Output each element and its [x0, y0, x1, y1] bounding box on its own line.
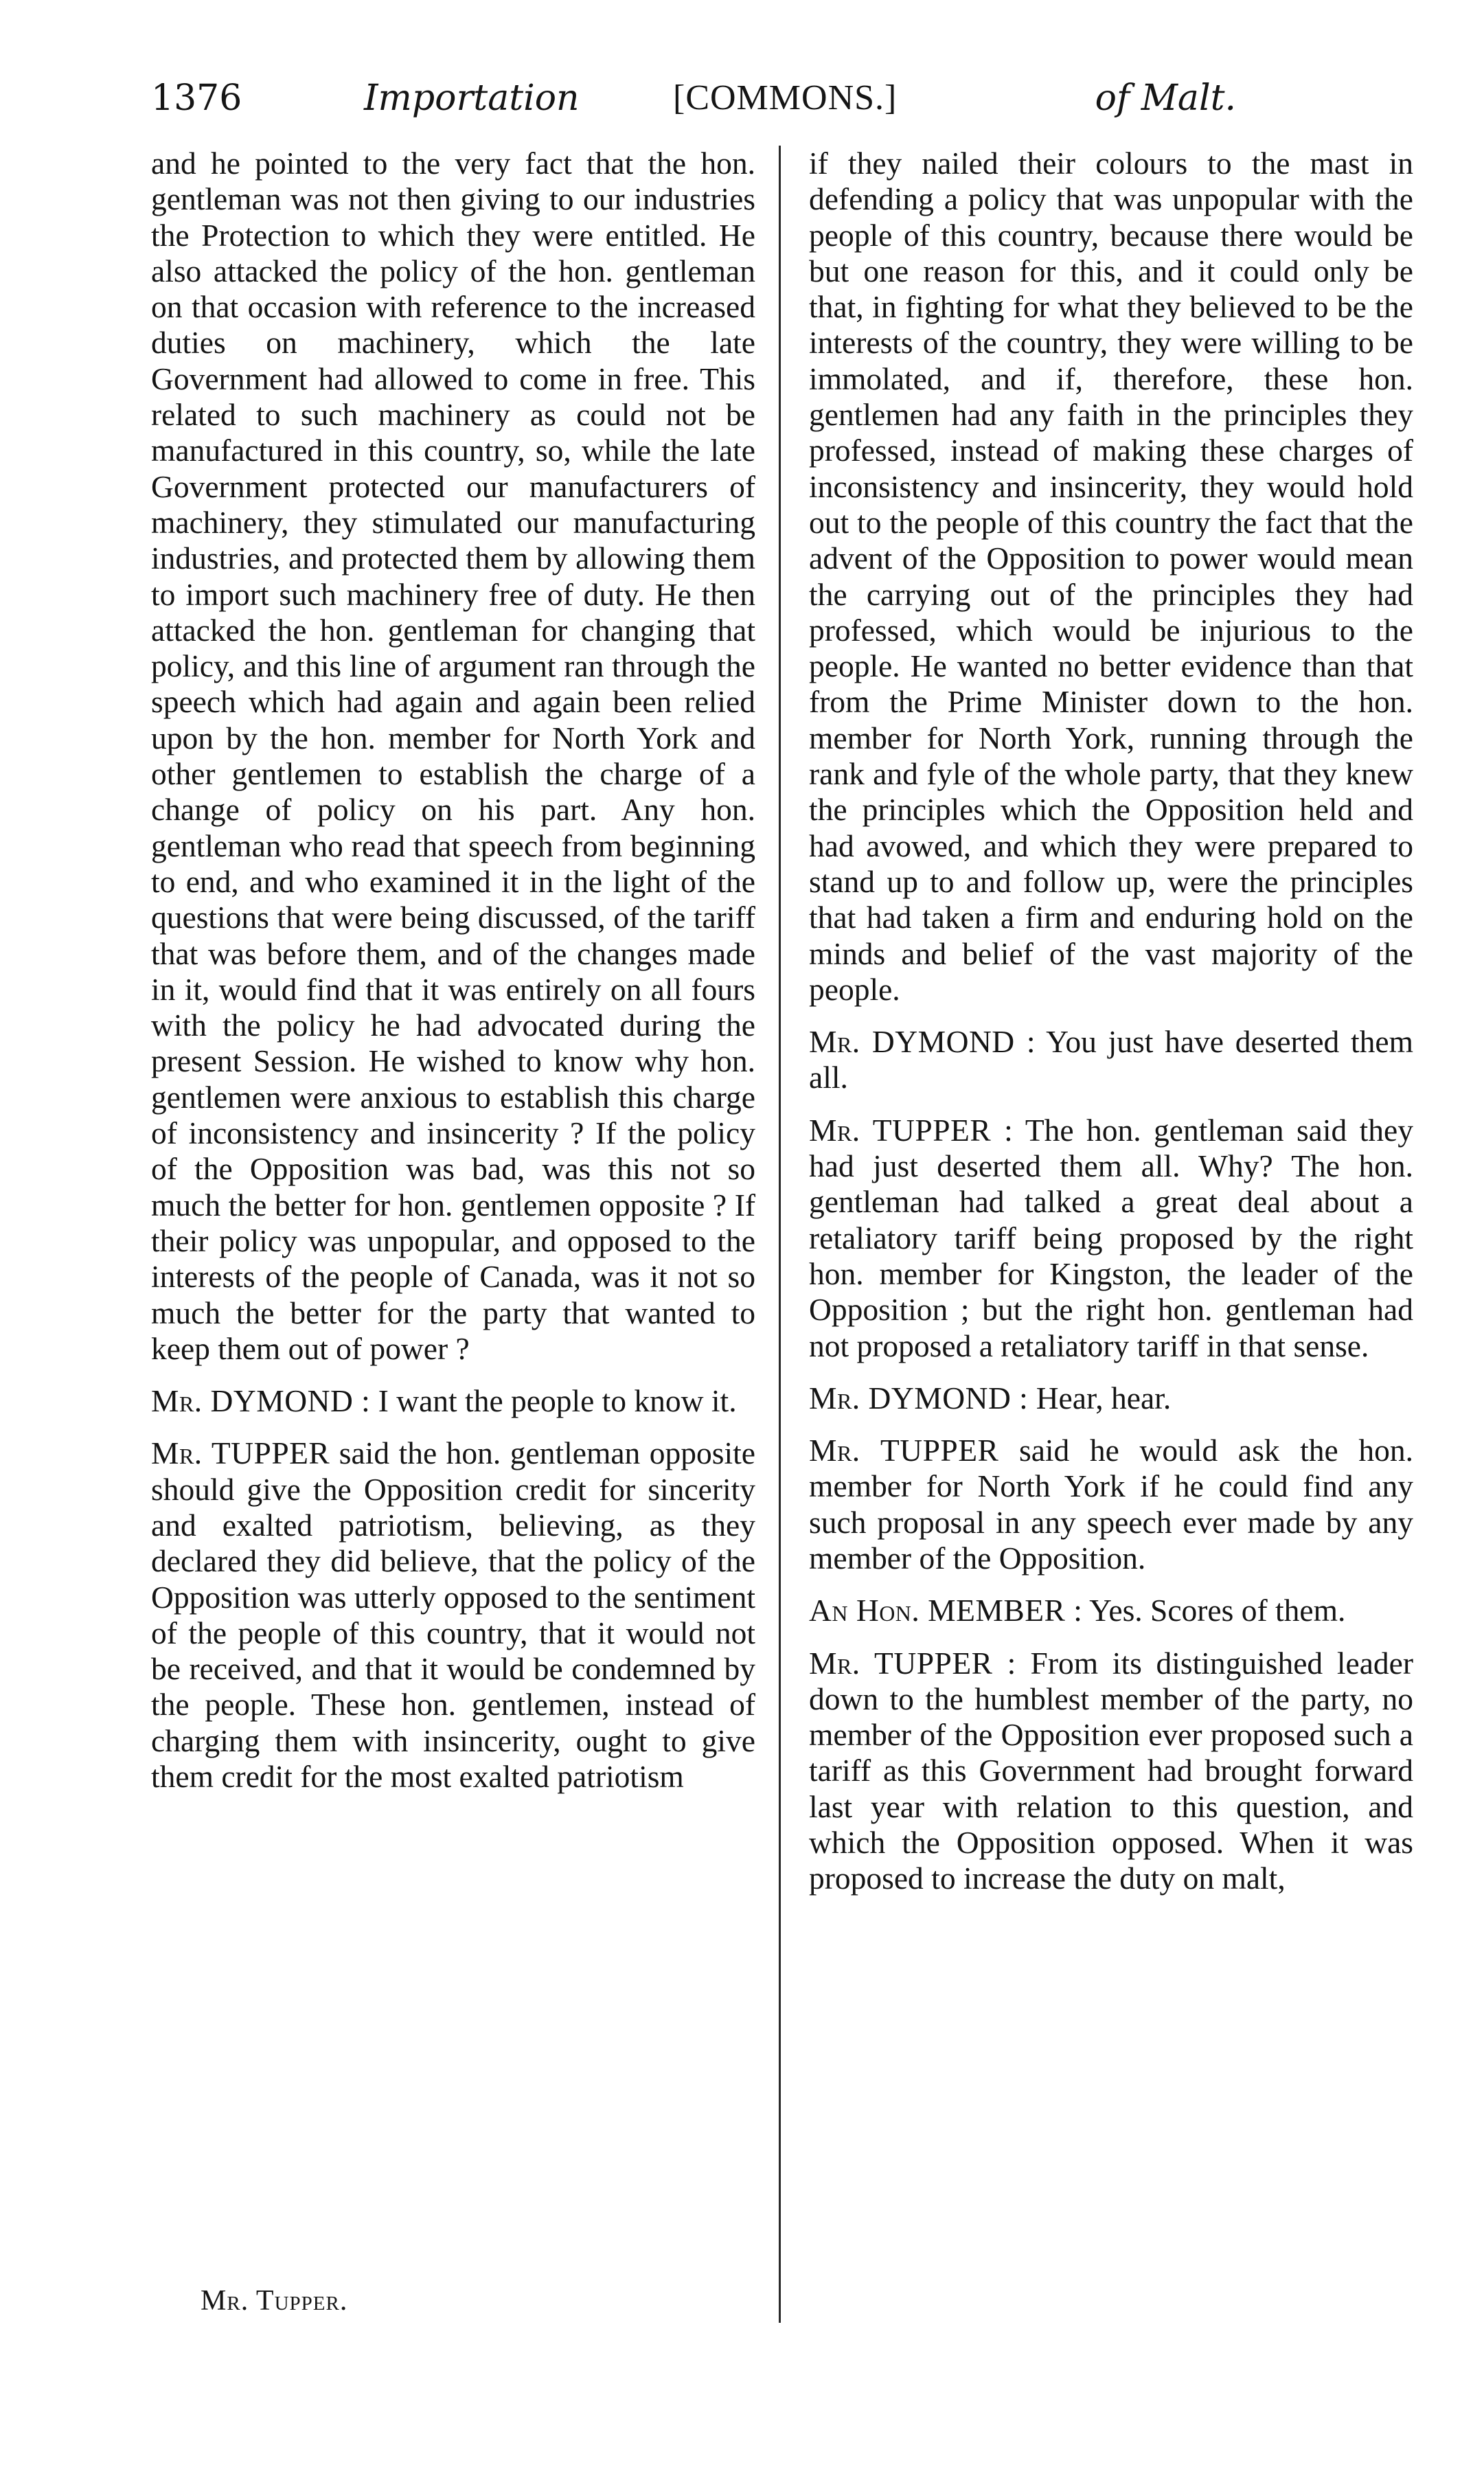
right-paragraph-3: [809, 1113, 1413, 1364]
left-paragraph-3: [151, 1435, 755, 1795]
right-paragraph-2: [809, 1024, 1413, 1096]
speaker-name: Mr. TUPPER: [809, 1433, 999, 1468]
header-right-title: of Malt.: [1095, 78, 1236, 119]
speaker-name: Mr. TUPPER :: [809, 1645, 1016, 1681]
speaker-name: Mr. DYMOND :: [809, 1380, 1029, 1416]
right-paragraph-5: [809, 1433, 1413, 1576]
speech-text: said the hon. gentleman opposite should give the Opposition credit for sincerity and exalted patriotism, believing, as they declared they did believe, that the policy of the Opposition was utterly opposed to the sentiment of the people of this country, that it would not be received, and that it would be condemned by the people. These hon. gentlemen, instead of charging them with insincerity, ought to give them credit for the most exalted patriotism: [151, 1435, 755, 1795]
right-column: [809, 146, 1413, 1897]
speaker-name: An Hon. MEMBER :: [809, 1593, 1083, 1628]
left-column: [151, 146, 755, 1795]
speech-text: Yes. Scores of them.: [1082, 1593, 1346, 1628]
footer-catchword: Mr. Tupper.: [201, 2285, 348, 2317]
right-paragraph-1: if they nailed their colours to the mast in defending a policy that was unpopular with the people of this country, because there would be but one reason for this, and it could only be that, in fighting for what they believed to be the interests of the country, they were willing to be immolated, and if, therefore, these hon. gentlemen had any faith in the principles they professed, instead of making these charges of inconsistency and insincerity, they would hold out to the people of this country the fact that the advent of the Opposition to power would mean the carrying out of the principles they had professed, which would be injurious to the people. He wanted no better evidence than that from the Prime Minister down to the hon. member for North York, running through the rank and fyle of the whole party, that they knew the principles which the Opposition held and had avowed, and which they were prepared to stand up to and follow up, were the principles that had taken a firm and enduring hold on the minds and belief of the vast majority of the people.: [809, 146, 1413, 1007]
page-number: 1376: [151, 78, 242, 119]
speech-text: From its distinguished leader down to the humblest member of the party, no member of the Opposition ever proposed such a tariff as this Government had brought forward last year with relation to this question, and which the Opposition opposed. When it was proposed to increase the duty on malt,: [809, 1645, 1414, 1896]
speaker-name: Mr. DYMOND :: [809, 1024, 1036, 1060]
right-paragraph-6: [809, 1593, 1413, 1628]
right-paragraph-7: [809, 1646, 1413, 1897]
speech-text: I want the people to know it.: [370, 1383, 737, 1419]
speaker-name: Mr. TUPPER: [151, 1435, 330, 1471]
speech-text: Hear, hear.: [1028, 1380, 1172, 1416]
speech-text: You just have deserted them all.: [809, 1024, 1413, 1095]
speech-text: The hon. gentleman said they had just deserted them all. Why? The hon. gentleman had talked a great deal about a retaliatory tariff being proposed by the right hon. member for Kingston, the leader of the Opposition ; but the right hon. gentleman had not proposed a retaliatory tariff in that sense.: [809, 1112, 1413, 1363]
left-paragraph-1: and he pointed to the very fact that the hon. gentleman was not then giving to our industries the Protection to which they were entitled. He also attacked the policy of the hon. gentleman on that occasion with reference to the increased duties on machinery, which the late Government had allowed to come in free. This related to such machinery as could not be manufactured in this country, so, while the late Government protected our manufacturers of machinery, they stimulated our manufacturing industries, and protected them by allowing them to import such machinery free of duty. He then attacked the hon. gentleman for changing that policy, and this line of argument ran through the speech which had again and again been relied upon by the hon. member for North York and other gentlemen to establish the charge of a change of policy on his part. Any hon. gentleman who read that speech from beginning to end, and who examined it in the light of the questions that were being discussed, of the tariff that was before them, and of the changes made in it, would find that it was entirely on all fours with the policy he had advocated during the present Session. He wished to know why hon. gentlemen were anxious to establish this charge of inconsistency and insincerity ? If the policy of the Opposition was bad, was this not so much the better for hon. gentlemen opposite ? If their policy was unpopular, and opposed to the interests of the people of Canada, was it not so much the better for the party that wanted to keep them out of power ?: [151, 146, 755, 1366]
speaker-name: Mr. TUPPER :: [809, 1112, 1014, 1148]
speaker-name: Mr. DYMOND :: [151, 1383, 371, 1419]
header-center-title: [COMMONS.]: [673, 78, 898, 117]
speech-text: said he would ask the hon. member for North York if he could find any such proposal in any speech ever made by any member of the Opposition.: [809, 1433, 1413, 1576]
right-paragraph-4: [809, 1380, 1413, 1416]
running-header: [151, 74, 1236, 122]
header-left-title: Importation: [364, 78, 580, 119]
column-divider: [779, 146, 781, 2323]
left-paragraph-2: [151, 1383, 755, 1419]
